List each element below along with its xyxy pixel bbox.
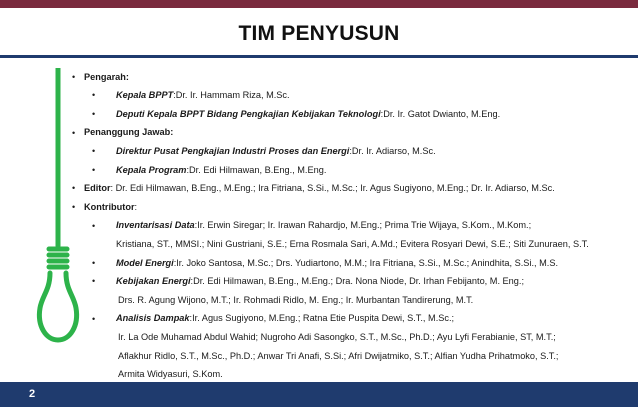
role-names: Dr. Ir. Gatot Dwianto, M.Eng.: [383, 108, 501, 119]
role-separator: :: [189, 313, 193, 324]
bullet-icon: •: [72, 127, 76, 138]
role-names: Dr. Edi Hilmawan, B.Eng., M.Eng.; Dra. Nona Niode, Dr. Irhan Febijanto, M. Eng.;: [193, 276, 525, 287]
contributor-list: [72, 68, 632, 384]
bullet-icon: •: [72, 71, 76, 82]
list-item: [72, 198, 632, 217]
role-names: Drs. R. Agung Wijono, M.T.; Ir. Rohmadi Ridlo, M. Eng.; Ir. Murbantan Tandirerung, M.T.: [118, 294, 474, 305]
list-item: [72, 87, 632, 106]
bullet-icon: •: [72, 183, 76, 194]
role-names: Ir. Erwin Siregar; Ir. Irawan Rahardjo, M.Eng.; Prima Trie Wijaya, S.Kom., M.Kom.;: [197, 220, 532, 231]
list-item: [72, 105, 632, 124]
bullet-icon: •: [92, 313, 96, 324]
bullet-icon: •: [92, 90, 96, 101]
role-names: Kristiana, ST., MMSI.; Nini Gustriani, S.E.; Erna Rosmala Sari, A.Md.; Evitera Rosyari Dewi, S.E.; Siti Zunuraen, S.T.: [116, 239, 589, 250]
role-names: Dr. Edi Hilmawan, B.Eng., M.Eng.: [189, 164, 327, 175]
bullet-icon: •: [92, 220, 96, 231]
bullet-icon: •: [92, 108, 96, 119]
bullet-icon: •: [72, 201, 76, 212]
list-item: [72, 161, 632, 180]
role-names: Dr. Ir. Adiarso, M.Sc.: [351, 146, 436, 157]
section-label-kontributor: Kontributor: [84, 201, 135, 212]
role-label: Model Energi: [116, 257, 174, 268]
role-names: Dr. Ir. Hammam Riza, M.Sc.: [175, 90, 290, 101]
list-item: [72, 273, 632, 292]
list-item-continuation: [72, 347, 632, 366]
role-separator: :: [190, 276, 194, 287]
editor-names: : Dr. Edi Hilmawan, B.Eng., M.Eng.; Ira Fitriana, S.Si., M.Sc.; Ir. Agus Sugiyono, M.Eng.; Dr. Ir. Adiarso, M.Sc.: [110, 183, 555, 194]
list-item: [72, 254, 632, 273]
list-item-continuation: [72, 235, 632, 254]
section-label-editor: Editor: [84, 183, 111, 194]
role-label: Direktur Pusat Pengkajian Industri Proses dan Energi: [116, 146, 350, 157]
role-separator: :: [173, 257, 177, 268]
bullet-icon: •: [92, 257, 96, 268]
footer-bar: [0, 382, 638, 407]
role-names: Armita Widyasuri, S.Kom.: [118, 369, 223, 380]
page-number: 2: [29, 388, 36, 400]
list-item: [72, 142, 632, 161]
bullet-icon: •: [92, 276, 96, 287]
role-separator: :: [186, 164, 190, 175]
list-item: [72, 124, 632, 143]
role-label: Kepala Program: [116, 164, 187, 175]
role-separator: :: [380, 108, 384, 119]
role-label: Analisis Dampak: [116, 313, 190, 324]
list-item: [72, 310, 632, 329]
list-item: [72, 217, 632, 236]
role-names: Aflakhur Ridlo, S.T., M.Sc., Ph.D.; Anwar Tri Anafi, S.Si.; Afri Dwijatmiko, S.T.; Alfian Yudha Prihatmoko, S.T.;: [118, 350, 559, 361]
role-separator: :: [349, 146, 352, 157]
role-names: Ir. Joko Santosa, M.Sc.; Drs. Yudiartono, M.M.; Ira Fitriana, S.Si., M.Sc.; Anindhita, S.Si., M.S.: [176, 257, 559, 268]
list-item-continuation: [72, 291, 632, 310]
role-label: Deputi Kepala BPPT Bidang Pengkajian Kebijakan Teknologi: [116, 108, 381, 119]
list-item-continuation: [72, 328, 632, 347]
list-item: [72, 68, 632, 87]
role-label: Kebijakan Energi: [116, 276, 191, 287]
bullet-icon: •: [92, 164, 96, 175]
role-separator: :: [173, 90, 176, 101]
title-divider: [0, 55, 638, 58]
section-label-penanggung-jawab: Penanggung Jawab:: [84, 127, 174, 138]
role-names: Ir. Agus Sugiyono, M.Eng.; Ratna Etie Puspita Dewi, S.T., M.Sc.;: [192, 313, 455, 324]
bullet-icon: •: [92, 146, 96, 157]
role-separator: :: [194, 220, 198, 231]
section-label-pengarah: Pengarah:: [84, 71, 129, 82]
top-accent-bar: [0, 0, 638, 8]
role-label: Kepala BPPT: [116, 90, 174, 101]
role-names: Ir. La Ode Muhamad Abdul Wahid; Nugroho Adi Sasongko, S.T., M.Sc., Ph.D.; Ayu Lyfi Ferabianie, ST, M.T.;: [118, 332, 556, 342]
role-label: Inventarisasi Data: [116, 220, 195, 231]
page-title: TIM PENYUSUN: [238, 22, 400, 45]
list-item: [72, 180, 632, 199]
section-separator: :: [134, 201, 138, 212]
